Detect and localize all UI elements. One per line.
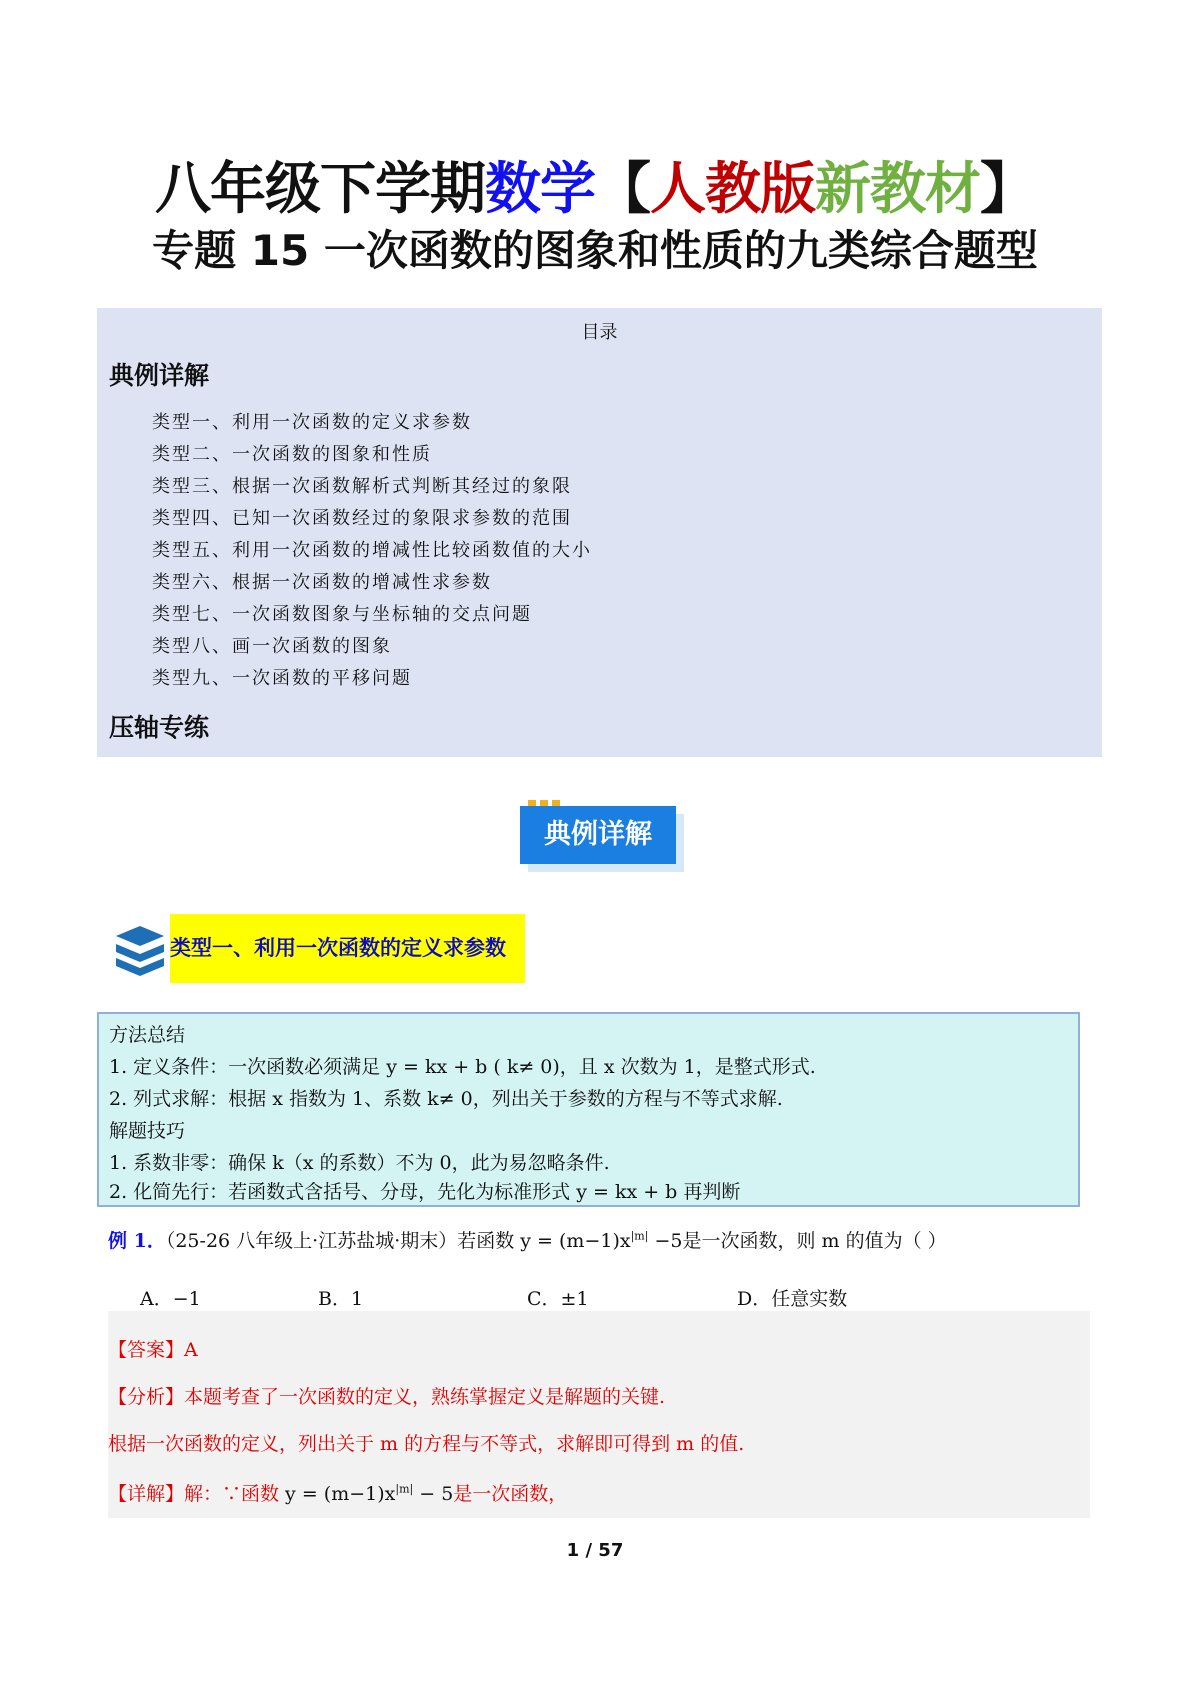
example-label: 例 1． <box>108 1230 166 1252</box>
method-summary-box <box>97 1012 1080 1207</box>
toc-item[interactable]: 类型九、一次函数的平移问题 <box>152 668 412 689</box>
method-line: 1. 定义条件：一次函数必须满足 y = kx + b ( k≠ 0)，且 x 次数为 1，是整式形式. <box>109 1056 816 1078</box>
method-line: 1. 系数非零：确保 k（x 的系数）不为 0，此为易忽略条件. <box>109 1152 610 1174</box>
example-text: （25-26 八年级上·江苏盐城·期末）若函数 y = (m−1)x <box>165 1230 631 1252</box>
title-bracket-close: 】 <box>980 157 1035 222</box>
title-bracket-open: 【 <box>595 157 650 222</box>
page-number: 1 / 57 <box>566 1540 624 1561</box>
toc-item[interactable]: 类型一、利用一次函数的定义求参数 <box>152 412 472 433</box>
document-title <box>0 145 1190 225</box>
detail-line <box>108 1479 567 1506</box>
table-of-contents <box>97 308 1102 757</box>
method-line: 2. 列式求解：根据 x 指数为 1、系数 k≠ 0，列出关于参数的方程与不等式求解. <box>109 1088 783 1110</box>
method-line: 2. 化简先行：若函数式含括号、分母，先化为标准形式 y = kx + b 再判断 <box>109 1181 741 1203</box>
section-title: 类型一、利用一次函数的定义求参数 <box>170 914 525 983</box>
title-new: 新教材 <box>815 157 980 222</box>
toc-item[interactable]: 类型五、利用一次函数的增减性比较函数值的大小 <box>152 540 592 561</box>
option-b[interactable]: B．1 <box>318 1288 364 1310</box>
title-grade: 八年级下学期 <box>155 157 485 222</box>
detail-label: 【详解】解：∵函数 <box>108 1483 286 1505</box>
toc-item[interactable]: 类型四、已知一次函数经过的象限求参数的范围 <box>152 508 572 529</box>
detail-formula-end: − 5 <box>413 1483 454 1505</box>
option-c[interactable]: C．±1 <box>527 1288 589 1310</box>
books-stack-icon <box>110 922 168 980</box>
detail-formula: y = (m−1)x <box>285 1483 396 1505</box>
title-subject: 数学 <box>485 157 595 222</box>
detail-exponent: |m| <box>395 1482 414 1496</box>
toc-section-practice[interactable]: 压轴专练 <box>109 713 210 742</box>
toc-section-examples[interactable]: 典例详解 <box>109 361 210 390</box>
toc-item[interactable]: 类型二、一次函数的图象和性质 <box>152 444 432 465</box>
exponent: |m| <box>630 1229 649 1243</box>
answer-box <box>108 1311 1090 1518</box>
example-text-end: −5是一次函数，则 m 的值为（ ） <box>648 1230 947 1252</box>
analysis-line-2: 根据一次函数的定义，列出关于 m 的方程与不等式，求解即可得到 m 的值. <box>108 1433 745 1455</box>
toc-item[interactable]: 类型八、画一次函数的图象 <box>152 636 392 657</box>
example-question <box>108 1226 947 1253</box>
toc-item[interactable]: 类型三、根据一次函数解析式判断其经过的象限 <box>152 476 572 497</box>
title-edition: 人教版 <box>650 157 815 222</box>
option-a[interactable]: A．−1 <box>140 1288 201 1310</box>
detail-end: 是一次函数， <box>453 1483 568 1505</box>
section-banner: 典例详解 <box>520 806 676 864</box>
answer-line: 【答案】A <box>108 1339 198 1361</box>
option-d[interactable]: D．任意实数 <box>737 1288 848 1310</box>
toc-item[interactable]: 类型六、根据一次函数的增减性求参数 <box>152 572 492 593</box>
toc-heading: 目录 <box>581 322 618 343</box>
toc-item[interactable]: 类型七、一次函数图象与坐标轴的交点问题 <box>152 604 532 625</box>
document-subtitle: 专题 15 一次函数的图象和性质的九类综合题型 <box>152 226 1038 275</box>
method-line: 解题技巧 <box>109 1120 186 1142</box>
analysis-line: 【分析】本题考查了一次函数的定义，熟练掌握定义是解题的关键. <box>108 1386 666 1408</box>
method-line: 方法总结 <box>109 1024 186 1046</box>
